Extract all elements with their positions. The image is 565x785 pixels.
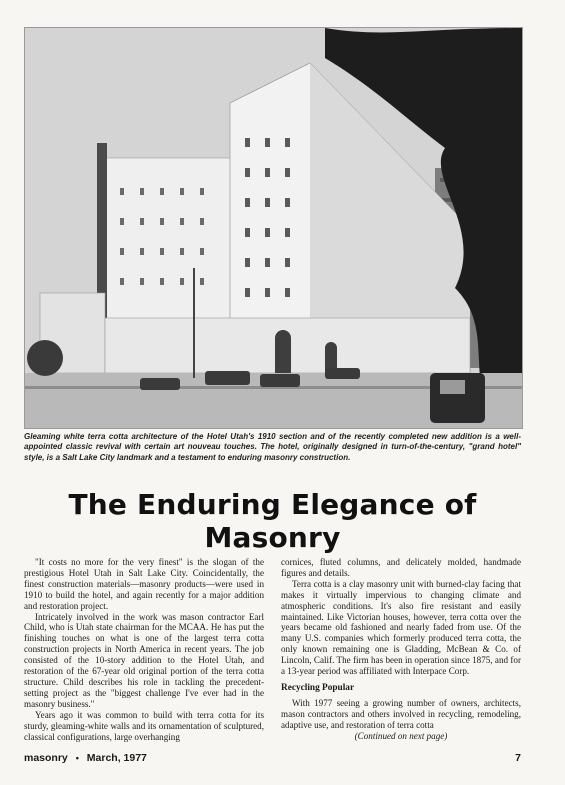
bullet-separator: • xyxy=(75,753,79,763)
body-paragraph: With 1977 seeing a growing number of owners, architects, mason contractors and others involved in recycling, remodeling, adaptive use, and restoration of terra cotta xyxy=(281,697,521,730)
page-number: 7 xyxy=(515,752,521,764)
hotel-photo xyxy=(24,27,523,429)
photo-caption: Gleaming white terra cotta architecture of the Hotel Utah's 1910 section and of the recently completed new addition is a well-appointed classic revival with certain art nouveau touches. The hotel, originally designed in turn-of-the-century, "grand hotel" style, is a Salt Lake City landmark and a testament to enduring masonry construction. xyxy=(24,432,521,462)
section-subhead: Recycling Popular xyxy=(281,682,355,693)
body-paragraph: Terra cotta is a clay masonry unit with burned-clay facing that makes it virtually impervious to changing climate and atmospheric conditions. It's also fire resistant and easily maintained. Like Victorian houses, however, terra cotta over the years became old fashioned and nearly faded from use. Of the many U.S. companies which formerly produced terra cotta, the only known remaining one is Gladding, McBean & Co. of Lincoln, Calif. The firm has been in operation since 1875, and for a 13-year period was affiliated with Interpace Corp. xyxy=(281,578,521,677)
article-headline: The Enduring Elegance of Masonry xyxy=(68,488,477,554)
right-column xyxy=(281,557,521,742)
body-paragraph: Years ago it was common to build with terra cotta for its sturdy, gleaming-white walls and its ornamentation of sculptured, classical configurations, large overhanging xyxy=(24,709,264,742)
page-footer xyxy=(24,752,521,764)
left-column xyxy=(24,557,264,742)
body-paragraph: Intricately involved in the work was mason contractor Earl Child, who is Utah state chairman for the MCAA. He has put the finishing touches on what is one of the largest terra cotta construction projects in North America in recent years. The job consisted of the 10-story addition to the Hotel Utah, and restoration of the 67-year old original portion of the terra cotta structure. Child describes his role in tackling the precedent-setting project as the "biggest challenge I've ever had in the masonry business." xyxy=(24,611,264,709)
issue-date: March, 1977 xyxy=(86,752,147,764)
continued-note: (Continued on next page) xyxy=(354,730,448,741)
footer-publication xyxy=(24,752,152,764)
body-paragraph: cornices, fluted columns, and delicately molded, handmade figures and details. xyxy=(281,557,521,578)
hotel-photo-illustration xyxy=(25,28,522,428)
body-paragraph: "It costs no more for the very finest" is the slogan of the prestigious Hotel Utah in Salt Lake City. Coincidentally, the finest construction materials—masonry products—were used in 1910 to build the hotel, and again recently for a major addition and restoration project. xyxy=(24,557,264,611)
magazine-name: masonry xyxy=(24,752,68,764)
article-body xyxy=(24,557,521,742)
